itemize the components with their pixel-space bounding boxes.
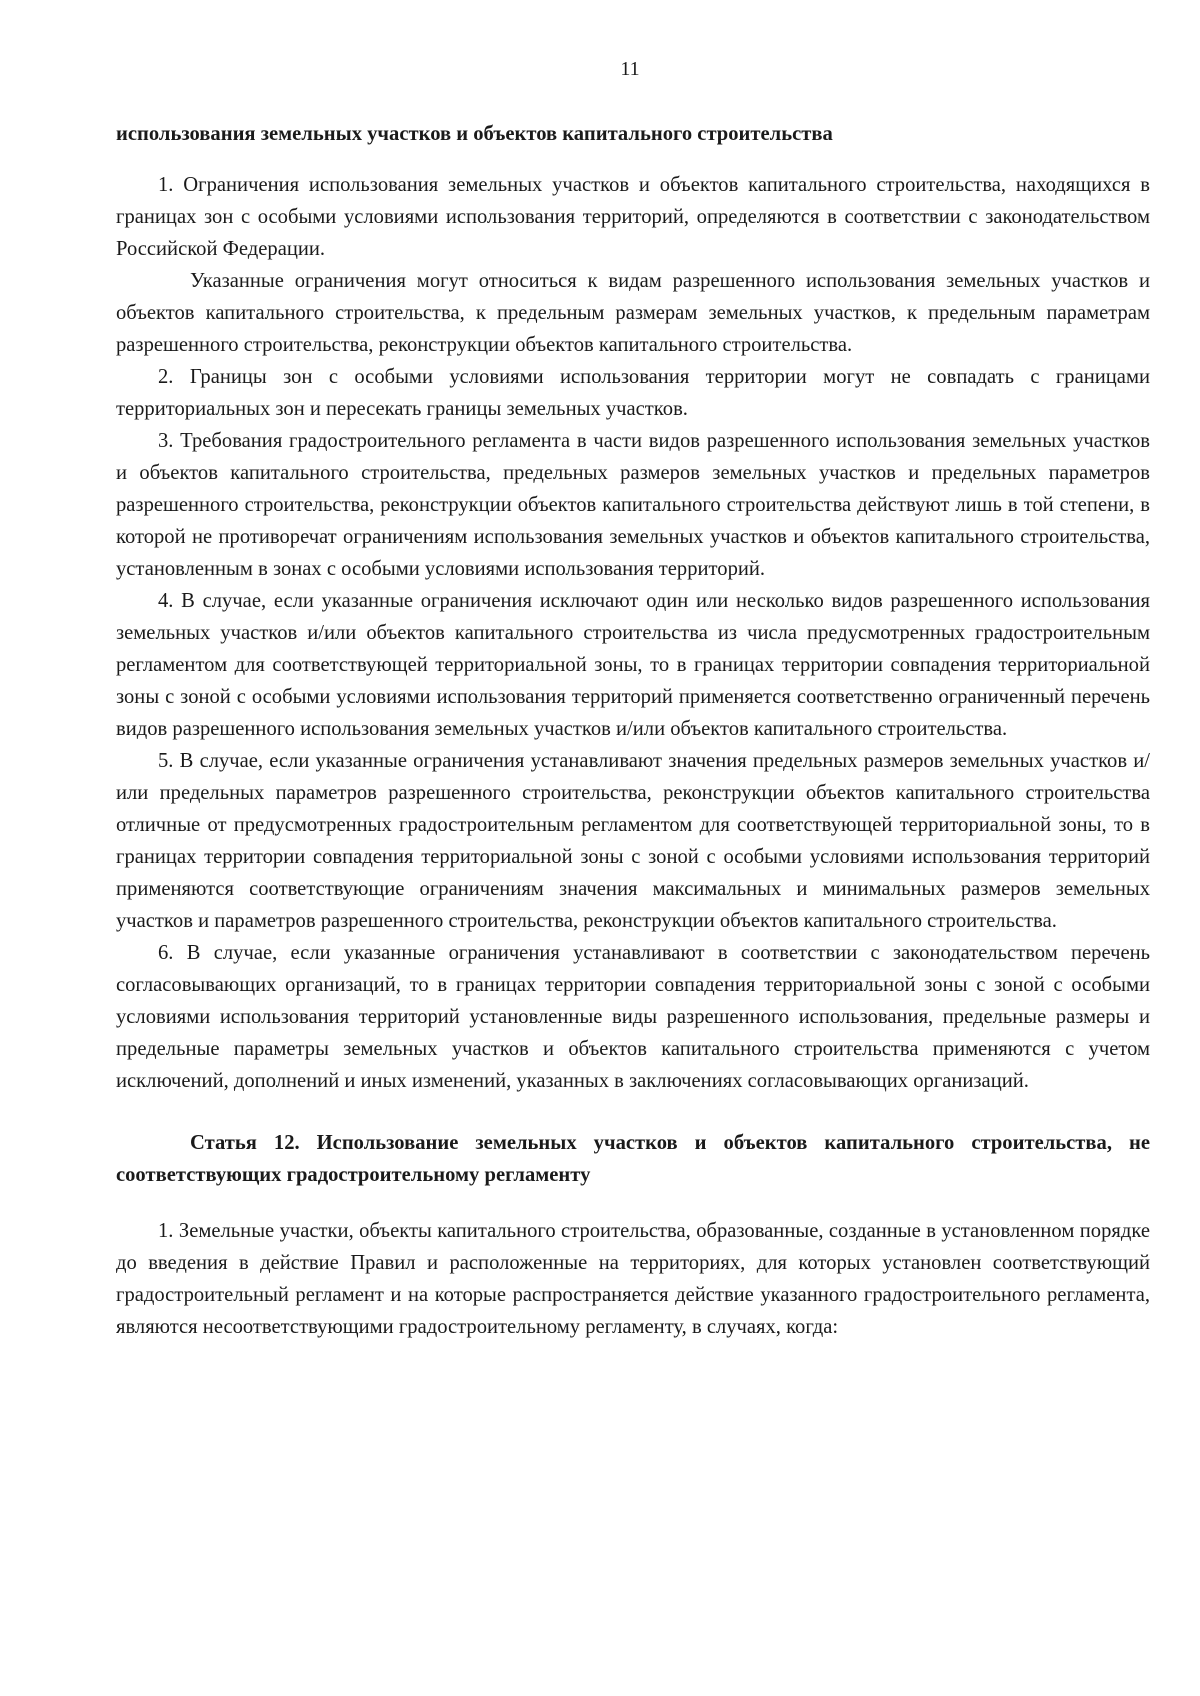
paragraph-5: 5. В случае, если указанные ограничения устанавливают значения предельных размеров земельных участков и/или предельных параметров разрешенного строительства, реконструкции объектов капитального строительства отличные от предусмотренных градостроительным регламентом для соответствующей территориальной зоны, то в границах территории совпадения территориальной зоны с зоной с особыми условиями использования территорий применяются соответствующие ограничениям значения максимальных и минимальных размеров земельных участков и параметров разрешенного строительства, реконструкции объектов капитального строительства.: [116, 750, 1150, 932]
paragraph-3: 3. Требования градостроительного регламента в части видов разрешенного использования земельных участков и объектов капитального строительства, предельных размеров земельных участков и предельных параметров разрешенного строительства, реконструкции объектов капитального строительства действуют лишь в той степени, в которой не противоречат ограничениям использования земельных участков и объектов капитального строительства, установленным в зонах с особыми условиями использования территорий.: [116, 430, 1150, 580]
article-12-heading: Статья 12. Использование земельных участков и объектов капитального строительства, не соответствующих градостроительному регламенту: [116, 1132, 1150, 1186]
page-number: 11: [620, 58, 640, 80]
paragraph-1-note: Указанные ограничения могут относиться к видам разрешенного использования земельных участков и объектов капитального строительства, к предельным размерам земельных участков, к предельным параметрам разрешенного строительства, реконструкции объектов капитального строительства.: [116, 270, 1150, 356]
paragraph-2: 2. Границы зон с особыми условиями использования территории могут не совпадать с границами территориальных зон и пересекать границы земельных участков.: [116, 366, 1150, 420]
section-heading-continuation: использования земельных участков и объектов капитального строительства: [116, 123, 833, 145]
paragraph-6: 6. В случае, если указанные ограничения устанавливают в соответствии с законодательством перечень согласовывающих организаций, то в границах территории совпадения территориальной зоны с зоной с особыми условиями использования территорий установленные виды разрешенного использования, предельные размеры и предельные параметры земельных участков и объектов капитального строительства применяются с учетом исключений, дополнений и иных изменений, указанных в заключениях согласовывающих организаций.: [116, 942, 1150, 1092]
document-body: [116, 118, 1150, 1343]
paragraph-1: 1. Ограничения использования земельных участков и объектов капитального строительства, находящихся в границах зон с особыми условиями использования территорий, определяются в соответствии с законодательством Российской Федерации.: [116, 174, 1150, 260]
paragraph-4: 4. В случае, если указанные ограничения исключают один или несколько видов разрешенного использования земельных участков и/или объектов капитального строительства из числа предусмотренных градостроительным регламентом для соответствующей территориальной зоны, то в границах территории совпадения территориальной зоны с зоной с особыми условиями использования территорий применяется соответственно ограниченный перечень видов разрешенного использования земельных участков и/или объектов капитального строительства.: [116, 590, 1150, 740]
article-12-paragraph-1: 1. Земельные участки, объекты капитального строительства, образованные, созданные в установленном порядке до введения в действие Правил и расположенные на территориях, для которых установлен соответствующий градостроительный регламент и на которые распространяется действие указанного градостроительного регламента, являются несоответствующими градостроительному регламенту, в случаях, когда:: [116, 1220, 1150, 1338]
